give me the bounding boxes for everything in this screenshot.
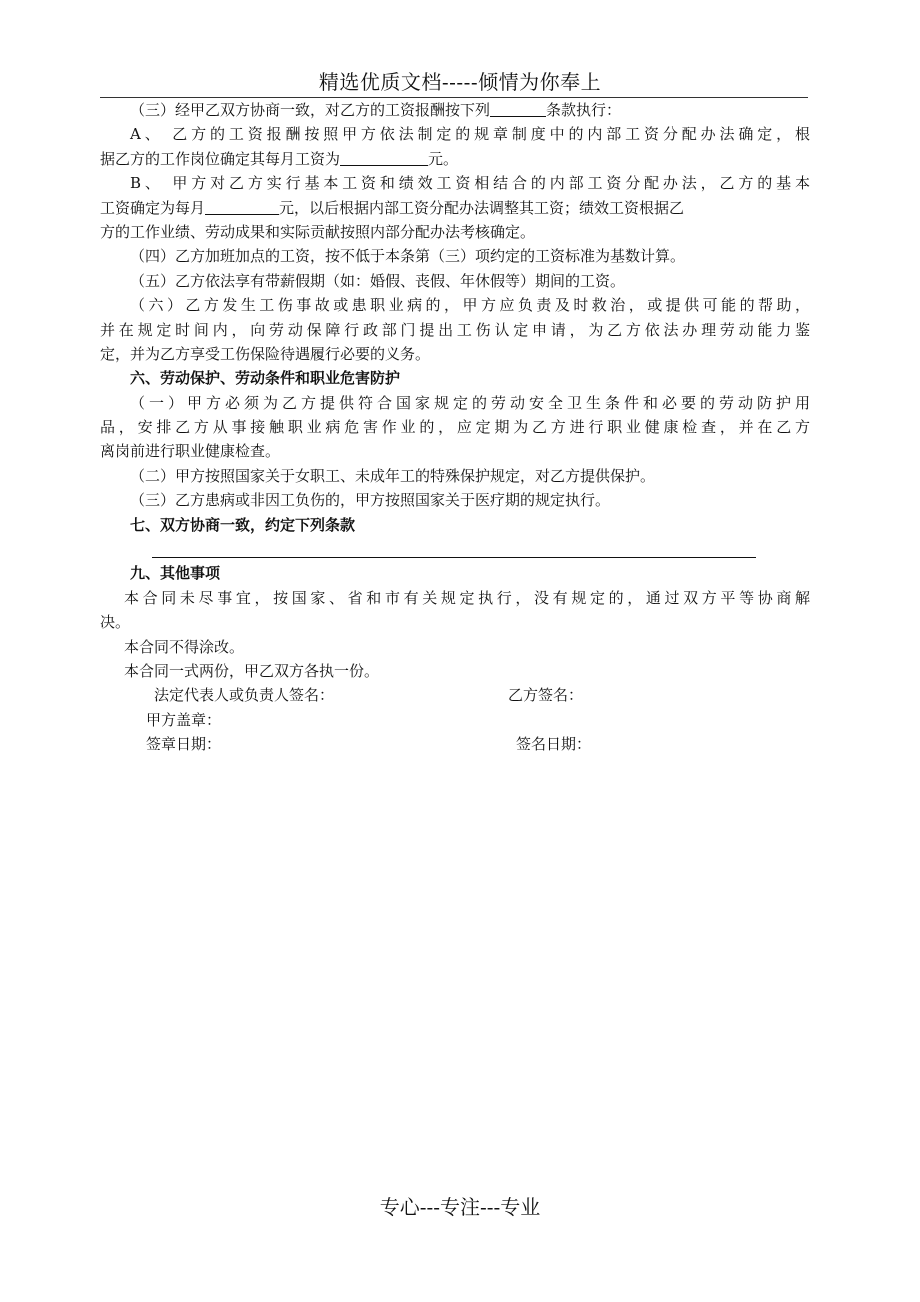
agreed-terms-blank-line bbox=[152, 537, 756, 561]
clause-choice-blank bbox=[490, 100, 546, 117]
clause-5-3a-line2 bbox=[100, 147, 810, 171]
clause-5-6-line1: （六）乙方发生工伤事故或患职业病的，甲方应负责及时救治，或提供可能的帮助， bbox=[130, 296, 810, 315]
section-9-p1-line1: 本合同未尽事宜，按国家、省和市有关规定执行，没有规定的，通过双方平等协商解 bbox=[124, 588, 810, 607]
party-a-seal-label: 甲方盖章： bbox=[146, 710, 222, 729]
clause-5-3b-line1: B、 甲方对乙方实行基本工资和绩效工资相结合的内部工资分配办法，乙方的基本 bbox=[130, 174, 810, 193]
clause-5-3 bbox=[100, 98, 810, 122]
section-6-p3: （三）乙方患病或非因工负伤的，甲方按照国家关于医疗期的规定执行。 bbox=[130, 491, 611, 510]
clause-5-3a-text: 据乙方的工作岗位确定其每月工资为 bbox=[100, 149, 341, 168]
section-7-heading: 七、双方协商一致，约定下列条款 bbox=[130, 515, 356, 534]
section-9-p3: 本合同一式两份，甲乙双方各执一份。 bbox=[124, 661, 380, 680]
signature-row-1 bbox=[100, 683, 810, 707]
clause-5-6-line3: 定，并为乙方享受工伤保险待遇履行必要的义务。 bbox=[100, 344, 431, 363]
signature-row-3 bbox=[100, 732, 810, 756]
page-footer: 专心---专注---专业 bbox=[379, 1195, 541, 1219]
clause-5-6-line2: 并在规定时间内，向劳动保障行政部门提出工伤认定申请，为乙方依法办理劳动能力鉴 bbox=[100, 320, 810, 339]
section-6-p1-line1: （一）甲方必须为乙方提供符合国家规定的劳动安全卫生条件和必要的劳动防护用 bbox=[130, 393, 810, 412]
clause-5-3b-line2 bbox=[100, 196, 810, 220]
section-6-p1-line3: 离岗前进行职业健康检查。 bbox=[100, 442, 281, 461]
clause-5-3b-text-end: 元，以后根据内部工资分配办法调整其工资；绩效工资根据乙 bbox=[279, 198, 685, 217]
page-header: 精选优质文档-----倾情为你奉上 bbox=[318, 70, 602, 94]
monthly-wage-blank bbox=[340, 149, 428, 166]
clause-5-3a-text-end: 元。 bbox=[428, 149, 459, 168]
section-9-p2: 本合同不得涂改。 bbox=[124, 637, 245, 656]
clause-5-3-text-end: 条款执行： bbox=[546, 101, 622, 119]
clause-5-5: （五）乙方依法享有带薪假期（如：婚假、丧假、年休假等）期间的工资。 bbox=[130, 271, 626, 290]
section-9-p1-line2: 决。 bbox=[100, 613, 131, 632]
base-wage-blank bbox=[205, 198, 279, 215]
clause-5-3b-line3: 方的工作业绩、劳动成果和实际贡献按照内部分配办法考核确定。 bbox=[100, 222, 536, 241]
section-6-heading: 六、劳动保护、劳动条件和职业危害防护 bbox=[130, 369, 401, 388]
clause-5-4: （四）乙方加班加点的工资，按不低于本条第（三）项约定的工资标准为基数计算。 bbox=[130, 247, 686, 266]
clause-5-3b-text: 工资确定为每月 bbox=[100, 198, 206, 217]
clause-5-3-text: （三）经甲乙双方协商一致，对乙方的工资报酬按下列 bbox=[130, 101, 491, 119]
party-a-representative-label: 法定代表人或负责人签名： bbox=[154, 686, 335, 705]
document-body bbox=[100, 98, 810, 757]
section-6-p1-line2: 品，安排乙方从事接触职业病危害作业的，应定期为乙方进行职业健康检查，并在乙方 bbox=[100, 418, 810, 437]
party-b-signature-label: 乙方签名： bbox=[508, 686, 584, 705]
clause-5-3a-line1: A、 乙方的工资报酬按照甲方依法制定的规章制度中的内部工资分配办法确定，根 bbox=[130, 125, 810, 144]
signature-row-2 bbox=[100, 708, 810, 732]
section-9-heading: 九、其他事项 bbox=[130, 564, 221, 583]
section-6-p2: （二）甲方按照国家关于女职工、未成年工的特殊保护规定，对乙方提供保护。 bbox=[130, 466, 656, 485]
seal-date-label: 签章日期： bbox=[146, 735, 222, 754]
signature-date-label: 签名日期： bbox=[516, 735, 592, 754]
